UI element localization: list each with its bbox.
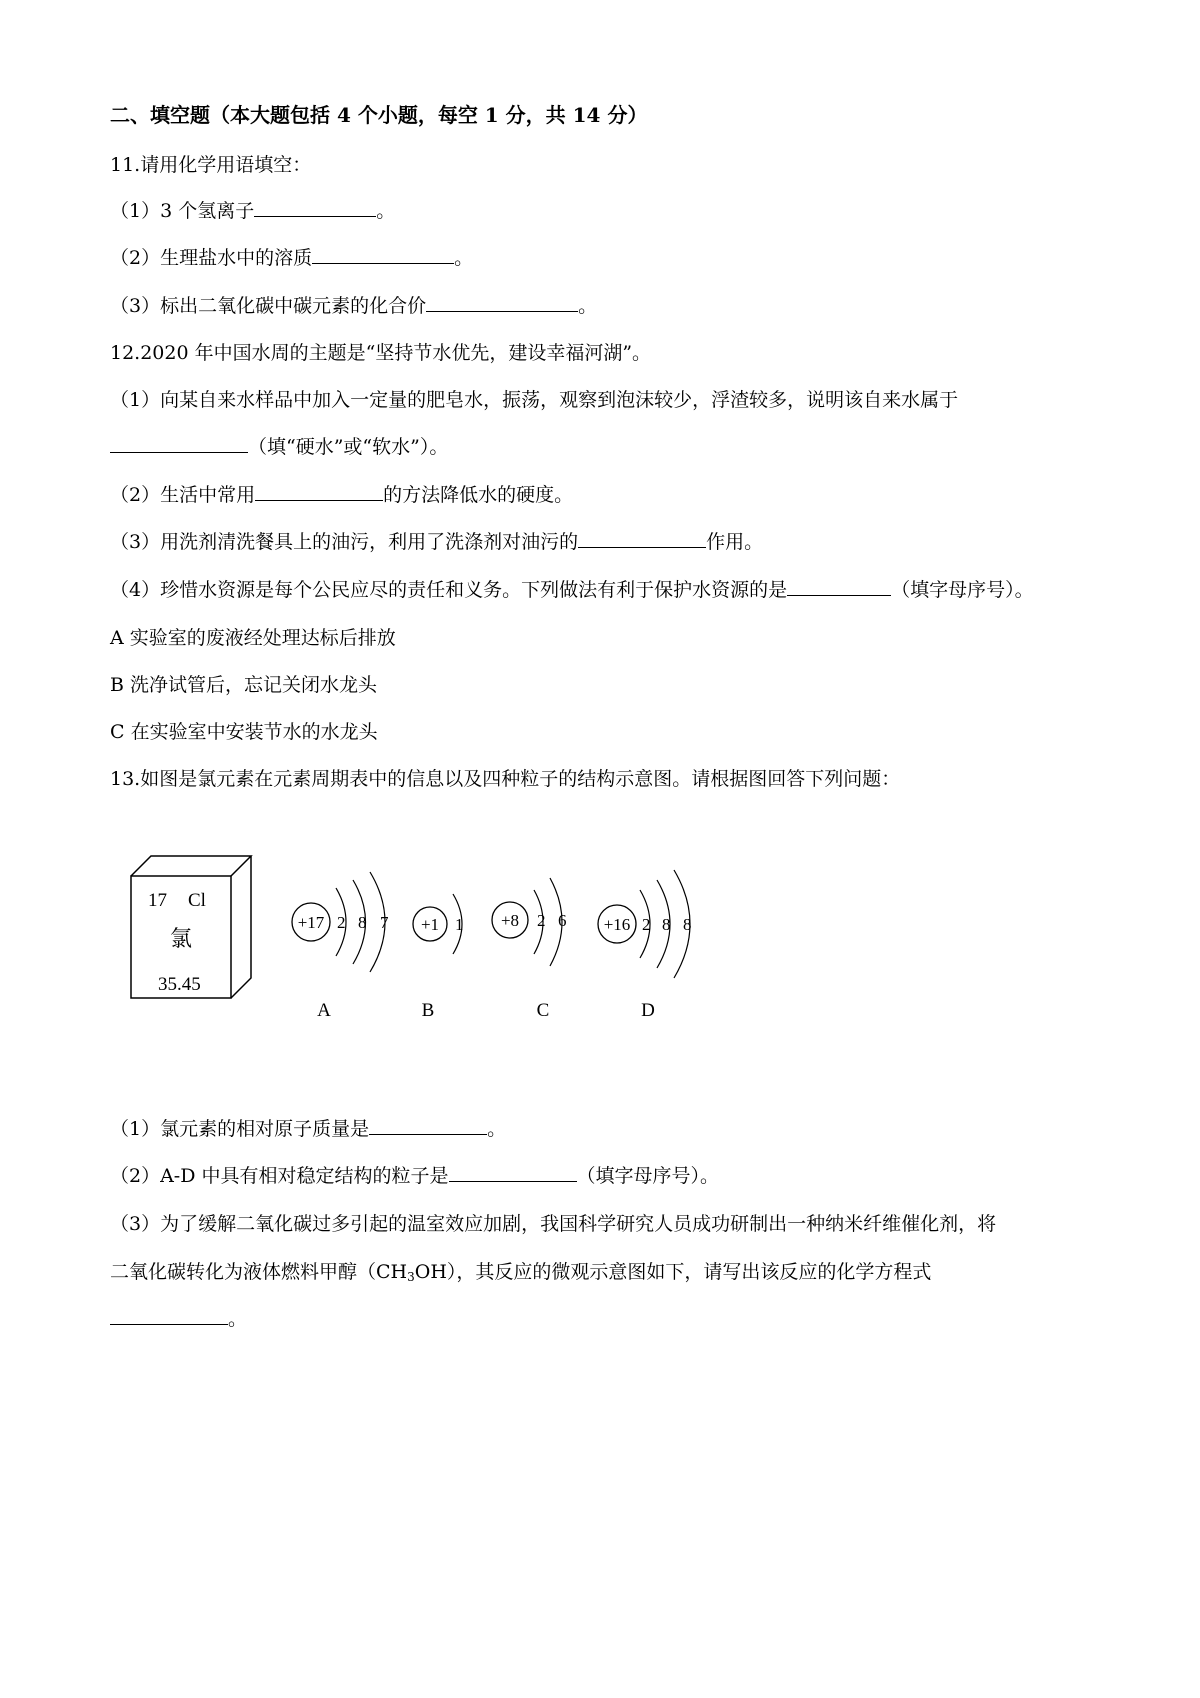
q13-part1-prefix: （1）氯元素的相对原子质量是: [110, 1118, 370, 1140]
shell-electrons: 8: [662, 915, 671, 934]
answer-blank[interactable]: [578, 529, 706, 548]
nucleus-charge: +8: [500, 911, 520, 930]
q12-part1-suffix: （填“硬水”或“软水”）。: [248, 436, 449, 458]
q12-part4-suffix: （填字母序号）。: [891, 579, 1034, 601]
particle-c: [492, 878, 567, 1021]
element-symbol: Cl: [188, 890, 206, 911]
answer-blank[interactable]: [254, 198, 376, 217]
q11-part3-prefix: （3）标出二氧化碳中碳元素的化合价: [110, 295, 427, 317]
q12-part2: [110, 482, 573, 508]
q13-part3-line1: （3）为了缓解二氧化碳过多引起的温室效应加剧，我国科学研究人员成功研制出一种纳米纤维催化剂，将: [110, 1213, 997, 1235]
q11-part2-suffix: 。: [454, 247, 474, 269]
element-cube-side: [231, 856, 251, 998]
q12-part2-suffix: 的方法降低水的硬度。: [383, 484, 574, 506]
q11-part1-suffix: 。: [376, 200, 396, 222]
q11-part2: [110, 245, 473, 271]
particle-b: [413, 894, 464, 1021]
q12-part1-line1: （1）向某自来水样品中加入一定量的肥皂水，振荡，观察到泡沫较少，浮渣较多，说明该自来水属于: [110, 389, 959, 411]
particle-label: B: [421, 1000, 435, 1021]
nucleus-charge: +1: [420, 915, 440, 934]
particle-a: [292, 872, 389, 1021]
section-title: 二、填空题（本大题包括 4 个小题，每空 1 分，共 14 分）: [110, 103, 648, 127]
q13-part3-suffix: 。: [228, 1308, 248, 1330]
q13-part1: [110, 1116, 506, 1142]
q11-part1-prefix: （1）3 个氢离子: [110, 200, 255, 222]
answer-blank[interactable]: [449, 1163, 577, 1182]
element-atomic-number: 17: [148, 890, 167, 911]
particle-d: [598, 870, 692, 1021]
nucleus-charge: +17: [297, 913, 325, 932]
shell-electrons: 6: [558, 911, 567, 930]
particle-label: C: [536, 1000, 550, 1021]
q11-stem: 11.请用化学用语填空：: [110, 154, 312, 176]
methanol-subscript: 3: [407, 1270, 415, 1284]
q12-option-c: C 在实验室中安装节水的水龙头: [110, 721, 378, 743]
answer-blank[interactable]: [312, 245, 454, 264]
q12-part4-prefix: （4）珍惜水资源是每个公民应尽的责任和义务。下列做法有利于保护水资源的是: [110, 579, 788, 601]
q13-part3-line2: [110, 1259, 931, 1290]
q11-part3-suffix: 。: [578, 295, 598, 317]
q13-stem: 13.如图是氯元素在元素周期表中的信息以及四种粒子的结构示意图。请根据图回答下列问题：: [110, 768, 901, 790]
q11-part2-prefix: （2）生理盐水中的溶质: [110, 247, 313, 269]
q12-option-a: A 实验室的废液经处理达标后排放: [110, 627, 396, 649]
q13-part1-suffix: 。: [487, 1118, 507, 1140]
shell-electrons: 8: [358, 913, 367, 932]
q13-part3-line2-suffix: OH），其反应的微观示意图如下，请写出该反应的化学方程式: [414, 1261, 932, 1283]
element-cube-top: [131, 856, 251, 876]
q13-part2: [110, 1163, 719, 1189]
q12-part3-prefix: （3）用洗剂清洗餐具上的油污，利用了洗涤剂对油污的: [110, 531, 579, 553]
q13-part3-line3: [110, 1306, 247, 1332]
shell-electrons: 7: [380, 913, 389, 932]
particle-label: D: [641, 1000, 655, 1021]
q12-part1-line2: [110, 434, 448, 460]
q13-part2-suffix: （填字母序号）。: [576, 1165, 720, 1187]
nucleus-charge: +16: [603, 915, 631, 934]
q12-part3: [110, 529, 763, 555]
q13-part3-line2-prefix: 二氧化碳转化为液体燃料甲醇（CH: [110, 1261, 408, 1283]
shell-electrons: 1: [455, 915, 464, 934]
answer-blank[interactable]: [426, 293, 578, 312]
shell-electrons: 2: [337, 913, 346, 932]
q12-part3-suffix: 作用。: [706, 531, 764, 553]
q12-part2-prefix: （2）生活中常用: [110, 484, 256, 506]
shell-electrons: 2: [642, 915, 651, 934]
q11-part1: [110, 198, 395, 224]
figure-chlorine-particles: [118, 842, 798, 1032]
answer-blank[interactable]: [255, 482, 383, 501]
shell-electrons: 8: [683, 915, 692, 934]
q12-stem: 12.2020 年中国水周的主题是“坚持节水优先，建设幸福河湖”。: [110, 342, 652, 364]
element-name: 氯: [170, 926, 193, 951]
q12-option-b: B 洗净试管后，忘记关闭水龙头: [110, 674, 378, 696]
answer-blank[interactable]: [787, 577, 891, 596]
element-atomic-mass: 35.45: [158, 974, 201, 995]
answer-blank[interactable]: [110, 1306, 228, 1325]
particle-label: A: [317, 1000, 331, 1021]
answer-blank[interactable]: [110, 434, 248, 453]
q11-part3: [110, 293, 597, 319]
q12-part4: [110, 577, 1034, 603]
answer-blank[interactable]: [369, 1116, 487, 1135]
q13-part2-prefix: （2）A-D 中具有相对稳定结构的粒子是: [110, 1165, 449, 1187]
shell-electrons: 2: [537, 911, 546, 930]
